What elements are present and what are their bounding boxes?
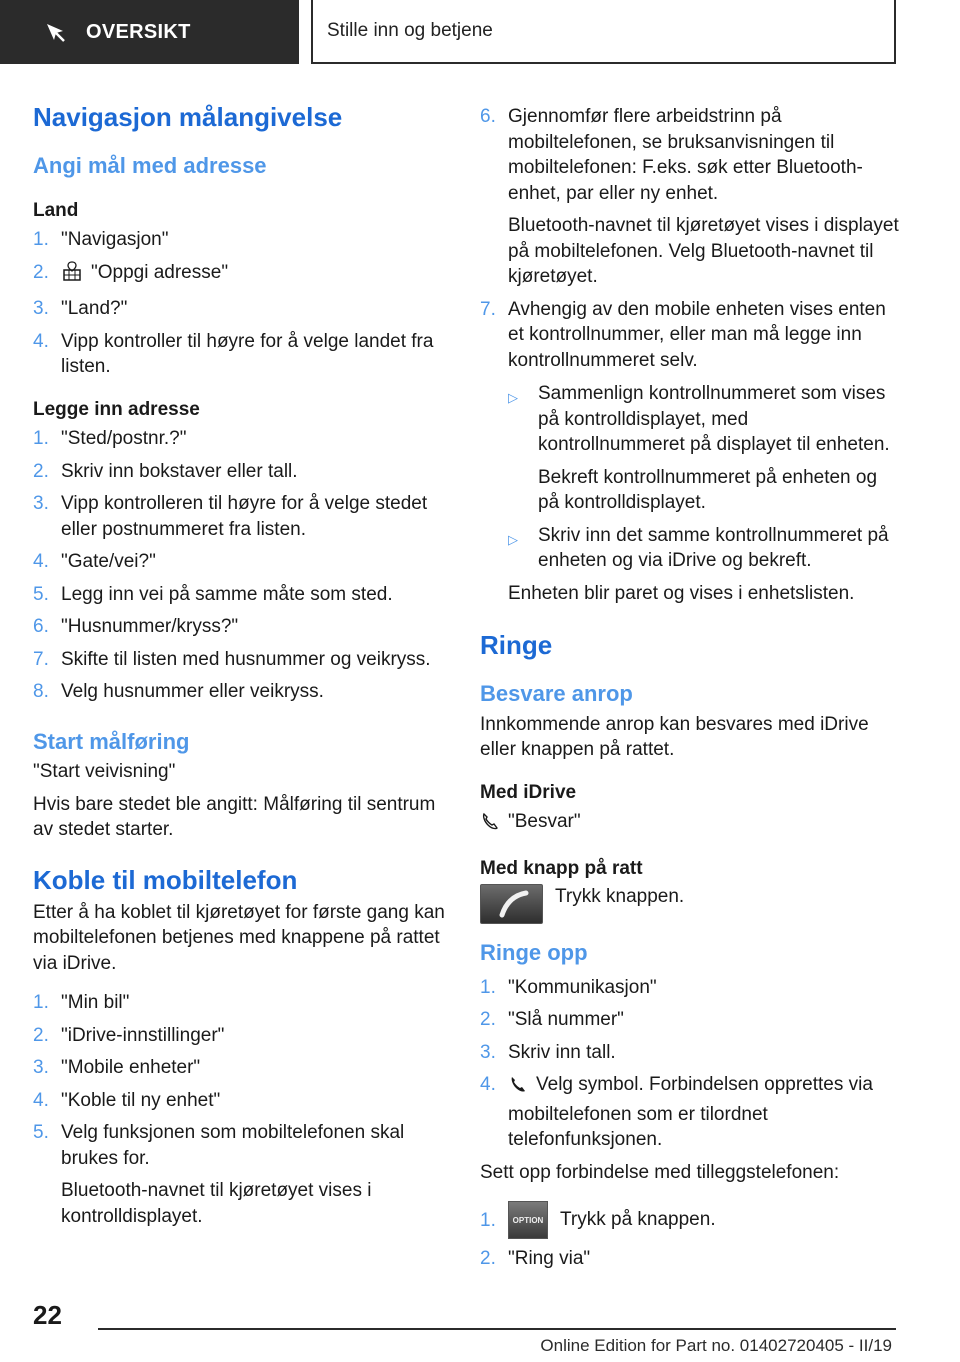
page-footer [0, 1290, 960, 1362]
left-column [33, 98, 451, 1236]
list-item: 3. Vipp kontrolleren til høyre for å velge stedet eller postnummeret fra listen. [33, 493, 428, 540]
list-item: ▷ Sammenlign kontrollnummeret som vises på kontrolldisplayet, med kontrollnummeret på displayet til enheten. Bekreft kontrollnummeret på enheten og på kontrolldisplayet. [508, 383, 890, 513]
address-heading: Legge inn adresse [33, 398, 200, 420]
overview-tab[interactable] [0, 0, 299, 64]
list-item: 7. Avhengig av den mobile enheten vises enten et kontrollnummer, eller man må legge inn kontrollnummeret selv. ▷ Sammenlign kontrollnummeret som vises på kontrolldisplayet, med kontrollnummeret på displayet til enheten. Bekreft kontrollnummeret på enheten og på kontrolldisplayet. ▷ Skriv inn det samme kontrollnummeret på enheten og via iDrive og bekreft. Enheten blir paret og vises i enhetslisten. [480, 297, 900, 607]
answer-call-heading: Besvare anrop [480, 681, 633, 707]
list-item: 1. "Sted/postnr.?" [33, 428, 187, 450]
list-item: 4. "Gate/vei?" [33, 551, 156, 573]
list-item: 2. "Slå nummer" [480, 1009, 624, 1031]
list-item: 7. Skifte til listen med husnummer og veikryss. [33, 648, 431, 670]
dial-steps [480, 975, 900, 1153]
phone-answer-icon [480, 811, 500, 839]
list-item: 6. Gjennomfør flere arbeidstrinn på mobiltelefonen, se bruksanvisningen til mobiltelefonen: F.eks. søk etter Bluetooth-enhet, par eller ny enhet. Bluetooth-navnet til kjøretøyet vises i displayet på mobiltelefonen. Velg Bluetooth-navnet til kjøretøyet. [480, 104, 900, 290]
list-item: 2. "Ring via" [480, 1248, 591, 1270]
footer-divider [98, 1328, 896, 1330]
navigation-title: Navigasjon målangivelse [33, 102, 343, 132]
additional-phone-steps [480, 1201, 900, 1272]
triangle-bullet-icon: ▷ [508, 531, 518, 547]
phone-dial-icon [508, 1074, 528, 1102]
list-item: 3. "Land?" [33, 298, 128, 320]
start-guidance-heading: Start målføring [33, 728, 190, 754]
bullet-list [508, 381, 900, 574]
mobile-phone-title: Koble til mobiltelefon [33, 864, 298, 895]
paired-note: Enheten blir paret og vises i enhetslisten. [508, 582, 855, 604]
press-button-text: Trykk knappen. [555, 886, 685, 908]
navigation-map-icon [61, 260, 83, 290]
list-item: 2. "iDrive-innstillinger" [33, 1024, 225, 1046]
additional-phone-intro: Sett opp forbindelse med tilleggstelefonen: [480, 1161, 840, 1183]
steering-button-heading: Med knapp på ratt [480, 857, 643, 879]
list-item: 1. "Min bil" [33, 992, 130, 1014]
phone-button-icon [480, 884, 543, 924]
list-item: 4. Velg symbol. Forbindelsen opprettes via mobiltelefonen som er tilordnet telefonfunksjonen. [480, 1074, 873, 1151]
mobile-steps-continued [480, 104, 900, 606]
step-note: Bluetooth-navnet til kjøretøyet vises i displayet på mobiltelefonen. Velg Bluetooth-navnet til kjøretøyet. [508, 215, 899, 287]
list-item: 1. "Navigasjon" [33, 229, 169, 251]
dial-heading: Ringe opp [480, 940, 588, 966]
start-guidance-note: Hvis bare stedet ble angitt: Målføring til sentrum av stedet starter. [33, 793, 436, 841]
land-heading: Land [33, 199, 79, 221]
page-header [0, 0, 960, 66]
steering-button-row [480, 884, 900, 924]
list-item: 3. Skriv inn tall. [480, 1041, 616, 1063]
list-item: 6. "Husnummer/kryss?" [33, 616, 239, 638]
overview-label: OVERSIKT [86, 20, 191, 43]
list-item: 5. Velg funksjonen som mobiltelefonen skal brukes for. Bluetooth-navnet til kjøretøyet vises i kontrolldisplayet. [33, 1120, 451, 1229]
list-item: 8. Velg husnummer eller veikryss. [33, 681, 324, 703]
overview-arrow-icon [44, 20, 68, 44]
list-item: 1. OPTION Trykk på knappen. [480, 1201, 900, 1239]
address-subheading: Angi mål med adresse [33, 153, 267, 179]
list-item: 5. Legg inn vei på samme måte som sted. [33, 583, 393, 605]
land-steps [33, 227, 451, 380]
edition-text: Online Edition for Part no. 01402720405 - II/19 [540, 1336, 892, 1355]
step-note: Bluetooth-navnet til kjøretøyet vises i kontrolldisplayet. [61, 1180, 372, 1227]
mobile-phone-intro: Etter å ha koblet til kjøretøyet for første gang kan mobiltelefonen betjenes med knappene på rattet via iDrive. [33, 901, 445, 974]
list-item: 2. Skriv inn bokstaver eller tall. [33, 460, 298, 482]
address-steps [33, 426, 451, 705]
right-column [480, 104, 900, 1279]
list-item: 4. "Koble til ny enhet" [33, 1089, 221, 1111]
triangle-bullet-icon: ▷ [508, 390, 518, 405]
section-tab[interactable] [311, 0, 896, 64]
answer-line: "Besvar" [480, 809, 900, 839]
list-item: 3. "Mobile enheter" [33, 1057, 201, 1079]
list-item: 4. Vipp kontroller til høyre for å velge landet fra listen. [33, 330, 434, 378]
start-guidance-text: "Start veivisning" [33, 761, 176, 783]
page-number: 22 [33, 1300, 62, 1330]
list-item: 1. "Kommunikasjon" [480, 976, 657, 998]
option-button-icon: OPTION [508, 1201, 548, 1239]
idrive-heading: Med iDrive [480, 781, 577, 803]
call-title: Ringe [480, 630, 553, 660]
list-item: ▷ Skriv inn det samme kontrollnummeret på enheten og via iDrive og bekreft. [508, 524, 889, 571]
answer-call-text: Innkommende anrop kan besvares med iDrive eller knappen på rattet. [480, 713, 869, 761]
mobile-steps [33, 990, 451, 1229]
section-label: Stille inn og betjene [327, 20, 493, 41]
list-item: 2. "Oppgi adresse" [33, 260, 451, 290]
